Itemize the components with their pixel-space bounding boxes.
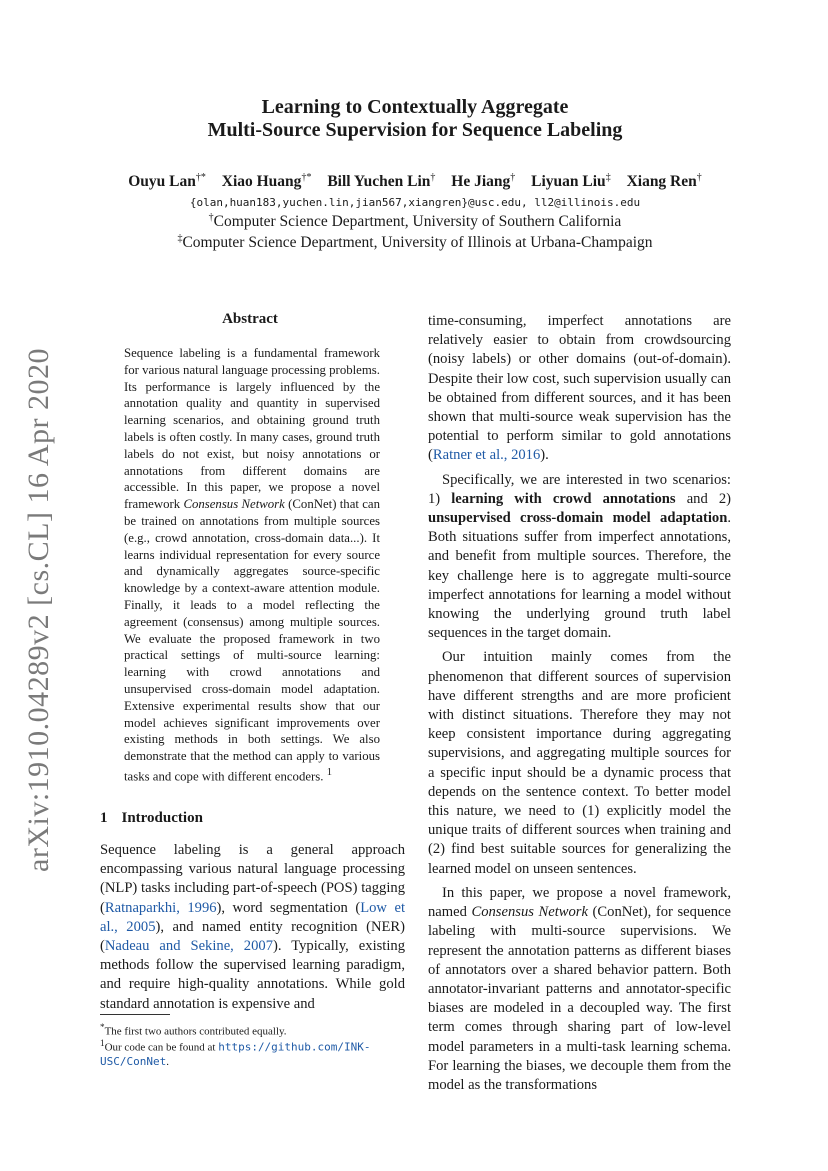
citation-link[interactable]: Nadeau and Sekine, 2007	[104, 938, 273, 955]
footnote-divider	[100, 1014, 170, 1015]
paragraph: Specifically, we are interested in two scenarios: 1) learning with crowd annotations and 2) unsupervised cross-domain model adaptation. Both situations suffer from imperfect annotations, and benefit from multiple sources. Therefore, the key challenge here is to aggregate multi-source imperfect annotations for learning a model without knowing the underlying ground truth label sequences in the target domain.	[428, 471, 732, 642]
paragraph: time-consuming, imperfect annotations are relatively easier to obtain from crowdsourcing (noisy labels) or other domains (out-of-domain). Despite their low cost, such supervision usually can be obtained from different sources, and it has been shown that multi-source weak supervision has the potential to perform similar to gold annotations (Ratner et al., 2016).	[428, 313, 731, 464]
arxiv-sidebar-stamp	[8, 348, 70, 872]
author-list	[100, 172, 730, 191]
intro-paragraph: Sequence labeling is a general approach encompassing various natural language processing (NLP) tasks including part-of-speech (POS) tagging (Ratnaparkhi, 1996), word segmentation (Low et al., 2005), and named entity recognition (NER) (Nadeau and Sekine, 2007). Typically, existing methods follow the supervised learning paradigm, and require high-quality annotations. While gold standard annotation is expensive and	[100, 842, 406, 1012]
paper-title	[100, 96, 730, 142]
footnote-1: *The first two authors contributed equally.	[100, 1022, 287, 1038]
author: Bill Yuchen Lin†	[327, 172, 436, 191]
footnote-ref[interactable]: 1	[326, 766, 333, 778]
abstract-heading: Abstract	[222, 311, 278, 327]
author: Xiao Huang†*	[221, 172, 312, 191]
title-line-1: Learning to Contextually Aggregate	[261, 96, 569, 118]
author: Xiang Ren†	[626, 172, 702, 191]
title-line-2: Multi-Source Supervision for Sequence Labeling	[207, 119, 623, 141]
citation-link[interactable]: Ratner et al., 2016	[432, 447, 541, 464]
arxiv-id: arXiv:1910.04289v2 [cs.CL] 16 Apr 2020	[22, 348, 55, 872]
code-url-link[interactable]: https://github.com/INK-USC/ConNet	[100, 1040, 371, 1068]
paragraph: Our intuition mainly comes from the phenomenon that different sources of supervision have different strengths and are more proficient with distinct situations. Therefore they may not keep consistent importance during aggregating supervisions, and aggregating multiple sources for a specific input should be a dynamic process that depends on the sentence context. To better model this nature, we need to (1) explicitly model the unique traits of different sources when training and (2) find best suitable sources for generalizing the learned model on unseen sentences.	[428, 649, 731, 877]
author: Liyuan Liu‡	[531, 172, 611, 191]
affiliation-1: †Computer Science Department, University of Southern California	[208, 212, 622, 231]
abstract-body: Sequence labeling is a fundamental framework for various natural language processing problems. Its performance is largely influenced by the annotation quality and quantity in supervised learning scenarios, and obtaining ground truth labels is often costly. In many cases, ground truth labels do not exist, but noisy annotations or annotations from different domains are accessible. In this paper, we propose a novel framework Consensus Network (ConNet) that can be trained on annotations from multiple sources (e.g., crowd annotation, cross-domain data...). It learns individual representation for every source and dynamically aggregates source-specific knowledge by a context-aware attention module. Finally, it leads to a model reflecting the agreement (consensus) among multiple sources. We evaluate the proposed framework in two practical settings of multi-source learning: learning with crowd annotations and unsupervised cross-domain model adaptation. Extensive experimental results show that our model achieves significant improvements over existing methods in both settings. We also demonstrate that the method can apply to various tasks and cope with different encoders. $^1$	[124, 346, 380, 784]
paragraph: In this paper, we propose a novel framework, named Consensus Network (ConNet), for sequence labeling with multi-source supervisions. We represent the annotation patterns as different biases of annotators over a shared behavior pattern. Both annotator-invariant patterns and annotator-specific biases are modeled in a decoupled way. The first term comes through sharing part of low-level model parameters in a multi-task learning schema. For learning the biases, we decouple them from the model as the transformations	[428, 884, 731, 1093]
section-heading-introduction: 1 Introduction	[100, 810, 203, 826]
author-emails: {olan,huan183,yuchen.lin,jian567,xiangren}@usc.edu, ll2@illinois.edu	[189, 196, 641, 209]
author: He Jiang†	[451, 172, 516, 191]
footnote-2: $^1$Our code can be found at https://github.com/INK-USC/ConNet.	[100, 1038, 371, 1068]
citation-link[interactable]: Ratnaparkhi, 1996	[104, 899, 217, 916]
author: Ouyu Lan†*	[128, 172, 206, 191]
citation-link[interactable]: Low et al., 2005	[100, 899, 405, 935]
right-column	[428, 312, 731, 1095]
affiliation-2: ‡Computer Science Department, University of Illinois at Urbana-Champaign	[177, 233, 653, 252]
